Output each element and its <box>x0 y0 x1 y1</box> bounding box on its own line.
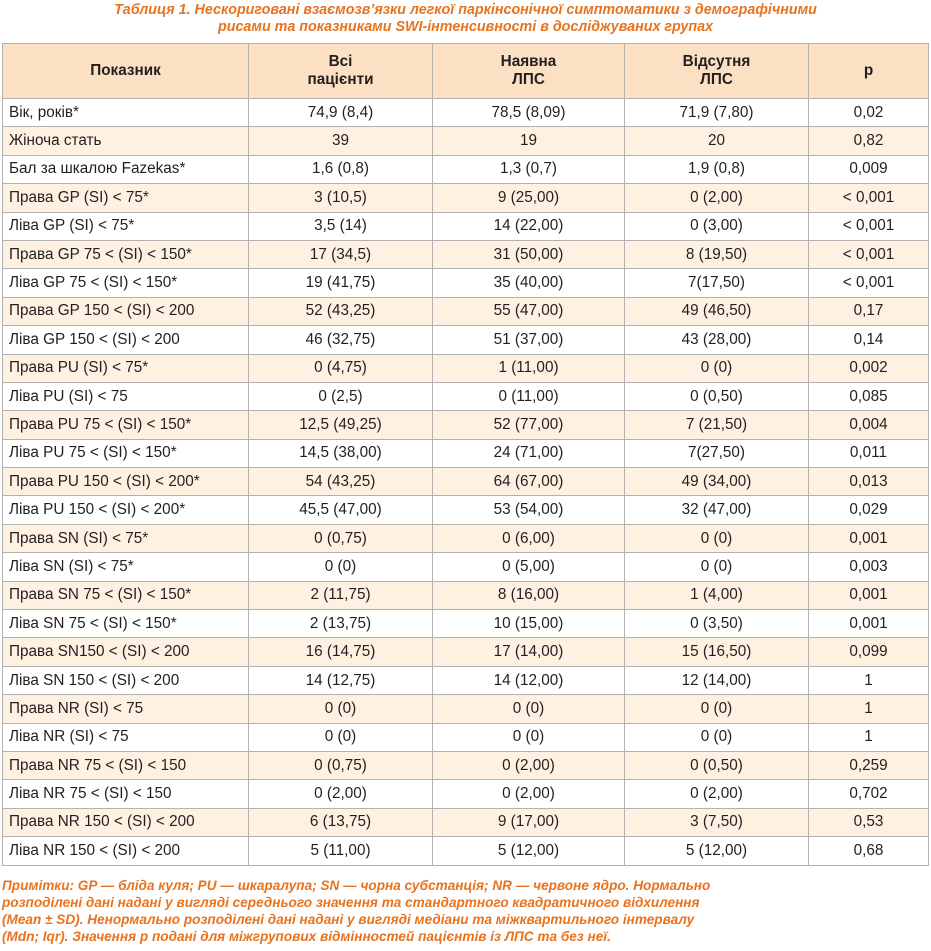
p-value-cell: 0,17 <box>809 297 929 325</box>
all-patients-cell: 14 (12,75) <box>249 666 433 694</box>
all-patients-cell: 1,6 (0,8) <box>249 155 433 183</box>
lps-present-cell: 24 (71,00) <box>433 439 625 467</box>
lps-present-cell: 19 <box>433 127 625 155</box>
table-row <box>3 638 929 666</box>
all-patients-cell: 2 (13,75) <box>249 610 433 638</box>
all-patients-cell: 2 (11,75) <box>249 581 433 609</box>
p-value-cell: 0,53 <box>809 808 929 836</box>
lps-present-cell: 31 (50,00) <box>433 240 625 268</box>
notes-line: (Mdn; Iqr). Значення р подані для міжгрупових відмінностей пацієнтів із ЛПС та без неї. <box>2 929 611 944</box>
table-row <box>3 155 929 183</box>
all-patients-cell: 0 (2,00) <box>249 780 433 808</box>
lps-absent-cell: 7(17,50) <box>625 269 809 297</box>
row-label-cell: Ліва PU 150 < (SI) < 200* <box>3 496 249 524</box>
table-row <box>3 468 929 496</box>
lps-present-cell: 9 (25,00) <box>433 184 625 212</box>
table-caption <box>0 2 931 36</box>
lps-present-cell: 17 (14,00) <box>433 638 625 666</box>
row-label-cell: Бал за шкалою Fazekas* <box>3 155 249 183</box>
caption-line: Таблиця 1. Нескориговані взаємозв’язки легкої паркінсонічної симптоматики з демографічними <box>114 2 817 18</box>
lps-present-cell: 8 (16,00) <box>433 581 625 609</box>
lps-absent-cell: 7 (21,50) <box>625 411 809 439</box>
lps-absent-cell: 0 (2,00) <box>625 780 809 808</box>
lps-absent-cell: 0 (0) <box>625 695 809 723</box>
table-row <box>3 439 929 467</box>
lps-absent-cell: 43 (28,00) <box>625 326 809 354</box>
p-value-cell: 1 <box>809 666 929 694</box>
p-value-cell: 0,02 <box>809 99 929 127</box>
row-label-cell: Ліва SN 150 < (SI) < 200 <box>3 666 249 694</box>
all-patients-cell: 12,5 (49,25) <box>249 411 433 439</box>
lps-present-cell: 9 (17,00) <box>433 808 625 836</box>
lps-absent-cell: 32 (47,00) <box>625 496 809 524</box>
table-row <box>3 99 929 127</box>
p-value-cell: 0,013 <box>809 468 929 496</box>
table-row <box>3 751 929 779</box>
lps-present-cell: 53 (54,00) <box>433 496 625 524</box>
column-header-all-patients: Всі пацієнти <box>249 44 433 99</box>
column-header-indicator: Показник <box>3 44 249 99</box>
table-row <box>3 382 929 410</box>
row-label-cell: Ліва PU 75 < (SI) < 150* <box>3 439 249 467</box>
p-value-cell: 0,14 <box>809 326 929 354</box>
table-row <box>3 496 929 524</box>
lps-present-cell: 78,5 (8,09) <box>433 99 625 127</box>
lps-absent-cell: 0 (0) <box>625 723 809 751</box>
all-patients-cell: 3,5 (14) <box>249 212 433 240</box>
all-patients-cell: 39 <box>249 127 433 155</box>
lps-present-cell: 14 (12,00) <box>433 666 625 694</box>
p-value-cell: 0,002 <box>809 354 929 382</box>
all-patients-cell: 6 (13,75) <box>249 808 433 836</box>
lps-absent-cell: 7(27,50) <box>625 439 809 467</box>
all-patients-cell: 17 (34,5) <box>249 240 433 268</box>
row-label-cell: Права NR 75 < (SI) < 150 <box>3 751 249 779</box>
table-row <box>3 240 929 268</box>
caption-line: рисами та показниками SWI-інтенсивності в досліджуваних групах <box>218 19 713 35</box>
row-label-cell: Ліва PU (SI) < 75 <box>3 382 249 410</box>
all-patients-cell: 0 (4,75) <box>249 354 433 382</box>
table-row <box>3 723 929 751</box>
row-label-cell: Ліва SN 75 < (SI) < 150* <box>3 610 249 638</box>
p-value-cell: 0,259 <box>809 751 929 779</box>
column-header-lps-present: Наявна ЛПС <box>433 44 625 99</box>
lps-present-cell: 55 (47,00) <box>433 297 625 325</box>
all-patients-cell: 74,9 (8,4) <box>249 99 433 127</box>
notes-line: (Mean ± SD). Ненормально розподілені дані надані у вигляді медіани та міжквартильного інтервалу <box>2 912 695 927</box>
all-patients-cell: 5 (11,00) <box>249 837 433 865</box>
lps-absent-cell: 1 (4,00) <box>625 581 809 609</box>
lps-absent-cell: 3 (7,50) <box>625 808 809 836</box>
table-row <box>3 837 929 865</box>
column-header-lps-absent: Відсутня ЛПС <box>625 44 809 99</box>
all-patients-cell: 0 (0) <box>249 723 433 751</box>
p-value-cell: < 0,001 <box>809 212 929 240</box>
row-label-cell: Ліва SN (SI) < 75* <box>3 553 249 581</box>
row-label-cell: Права SN150 < (SI) < 200 <box>3 638 249 666</box>
p-value-cell: 0,099 <box>809 638 929 666</box>
row-label-cell: Права NR 150 < (SI) < 200 <box>3 808 249 836</box>
p-value-cell: 0,68 <box>809 837 929 865</box>
data-table <box>2 43 929 866</box>
p-value-cell: 1 <box>809 695 929 723</box>
row-label-cell: Ліва NR 75 < (SI) < 150 <box>3 780 249 808</box>
p-value-cell: 0,085 <box>809 382 929 410</box>
lps-absent-cell: 71,9 (7,80) <box>625 99 809 127</box>
p-value-cell: < 0,001 <box>809 240 929 268</box>
p-value-cell: 0,001 <box>809 610 929 638</box>
table-row <box>3 553 929 581</box>
row-label-cell: Права GP (SI) < 75* <box>3 184 249 212</box>
row-label-cell: Вік, років* <box>3 99 249 127</box>
lps-absent-cell: 0 (0) <box>625 354 809 382</box>
row-label-cell: Права GP 75 < (SI) < 150* <box>3 240 249 268</box>
lps-present-cell: 35 (40,00) <box>433 269 625 297</box>
lps-absent-cell: 1,9 (0,8) <box>625 155 809 183</box>
row-label-cell: Права PU (SI) < 75* <box>3 354 249 382</box>
p-value-cell: 0,029 <box>809 496 929 524</box>
table-row <box>3 524 929 552</box>
table-row <box>3 808 929 836</box>
lps-present-cell: 0 (0) <box>433 723 625 751</box>
p-value-cell: 0,004 <box>809 411 929 439</box>
row-label-cell: Ліва NR 150 < (SI) < 200 <box>3 837 249 865</box>
p-value-cell: 0,702 <box>809 780 929 808</box>
lps-present-cell: 5 (12,00) <box>433 837 625 865</box>
notes-line: Примітки: GP — бліда куля; PU — шкаралупа; SN — чорна субстанція; NR — червоне ядро. Нормально <box>2 878 711 893</box>
table-row <box>3 666 929 694</box>
all-patients-cell: 0 (0) <box>249 695 433 723</box>
lps-present-cell: 0 (5,00) <box>433 553 625 581</box>
lps-absent-cell: 0 (0,50) <box>625 751 809 779</box>
lps-absent-cell: 5 (12,00) <box>625 837 809 865</box>
all-patients-cell: 54 (43,25) <box>249 468 433 496</box>
all-patients-cell: 52 (43,25) <box>249 297 433 325</box>
row-label-cell: Ліва GP (SI) < 75* <box>3 212 249 240</box>
row-label-cell: Ліва GP 75 < (SI) < 150* <box>3 269 249 297</box>
p-value-cell: < 0,001 <box>809 184 929 212</box>
column-header-p-value: p <box>809 44 929 99</box>
row-label-cell: Права NR (SI) < 75 <box>3 695 249 723</box>
p-value-cell: 0,001 <box>809 524 929 552</box>
all-patients-cell: 46 (32,75) <box>249 326 433 354</box>
lps-present-cell: 14 (22,00) <box>433 212 625 240</box>
lps-absent-cell: 0 (0) <box>625 524 809 552</box>
lps-present-cell: 0 (2,00) <box>433 751 625 779</box>
table-row <box>3 354 929 382</box>
notes-line: розподілені дані надані у вигляді середнього значення та стандартного квадратичного відхилення <box>2 895 700 910</box>
table-row <box>3 610 929 638</box>
lps-present-cell: 1 (11,00) <box>433 354 625 382</box>
table-row <box>3 326 929 354</box>
row-label-cell: Права PU 75 < (SI) < 150* <box>3 411 249 439</box>
lps-present-cell: 52 (77,00) <box>433 411 625 439</box>
table-notes <box>2 877 928 945</box>
table-row <box>3 184 929 212</box>
row-label-cell: Ліва NR (SI) < 75 <box>3 723 249 751</box>
lps-present-cell: 10 (15,00) <box>433 610 625 638</box>
lps-absent-cell: 49 (46,50) <box>625 297 809 325</box>
all-patients-cell: 0 (2,5) <box>249 382 433 410</box>
lps-present-cell: 0 (2,00) <box>433 780 625 808</box>
row-label-cell: Права SN 75 < (SI) < 150* <box>3 581 249 609</box>
table-row <box>3 212 929 240</box>
all-patients-cell: 45,5 (47,00) <box>249 496 433 524</box>
row-label-cell: Права SN (SI) < 75* <box>3 524 249 552</box>
lps-absent-cell: 15 (16,50) <box>625 638 809 666</box>
table-row <box>3 581 929 609</box>
lps-absent-cell: 49 (34,00) <box>625 468 809 496</box>
all-patients-cell: 3 (10,5) <box>249 184 433 212</box>
table-row <box>3 297 929 325</box>
table-body <box>3 99 929 866</box>
lps-absent-cell: 8 (19,50) <box>625 240 809 268</box>
all-patients-cell: 0 (0) <box>249 553 433 581</box>
lps-present-cell: 0 (11,00) <box>433 382 625 410</box>
header-row <box>3 44 929 99</box>
table-row <box>3 269 929 297</box>
lps-absent-cell: 0 (0,50) <box>625 382 809 410</box>
row-label-cell: Ліва GP 150 < (SI) < 200 <box>3 326 249 354</box>
all-patients-cell: 14,5 (38,00) <box>249 439 433 467</box>
p-value-cell: 0,82 <box>809 127 929 155</box>
p-value-cell: 0,009 <box>809 155 929 183</box>
p-value-cell: 0,003 <box>809 553 929 581</box>
p-value-cell: 0,011 <box>809 439 929 467</box>
lps-absent-cell: 0 (3,00) <box>625 212 809 240</box>
lps-absent-cell: 0 (0) <box>625 553 809 581</box>
lps-present-cell: 0 (6,00) <box>433 524 625 552</box>
all-patients-cell: 0 (0,75) <box>249 524 433 552</box>
row-label-cell: Права GP 150 < (SI) < 200 <box>3 297 249 325</box>
lps-present-cell: 0 (0) <box>433 695 625 723</box>
lps-absent-cell: 12 (14,00) <box>625 666 809 694</box>
table-row <box>3 411 929 439</box>
lps-absent-cell: 0 (2,00) <box>625 184 809 212</box>
lps-present-cell: 51 (37,00) <box>433 326 625 354</box>
table-row <box>3 127 929 155</box>
lps-present-cell: 64 (67,00) <box>433 468 625 496</box>
all-patients-cell: 0 (0,75) <box>249 751 433 779</box>
lps-present-cell: 1,3 (0,7) <box>433 155 625 183</box>
row-label-cell: Права PU 150 < (SI) < 200* <box>3 468 249 496</box>
p-value-cell: < 0,001 <box>809 269 929 297</box>
all-patients-cell: 16 (14,75) <box>249 638 433 666</box>
lps-absent-cell: 0 (3,50) <box>625 610 809 638</box>
table-row <box>3 780 929 808</box>
table-row <box>3 695 929 723</box>
lps-absent-cell: 20 <box>625 127 809 155</box>
all-patients-cell: 19 (41,75) <box>249 269 433 297</box>
p-value-cell: 1 <box>809 723 929 751</box>
p-value-cell: 0,001 <box>809 581 929 609</box>
row-label-cell: Жіноча стать <box>3 127 249 155</box>
